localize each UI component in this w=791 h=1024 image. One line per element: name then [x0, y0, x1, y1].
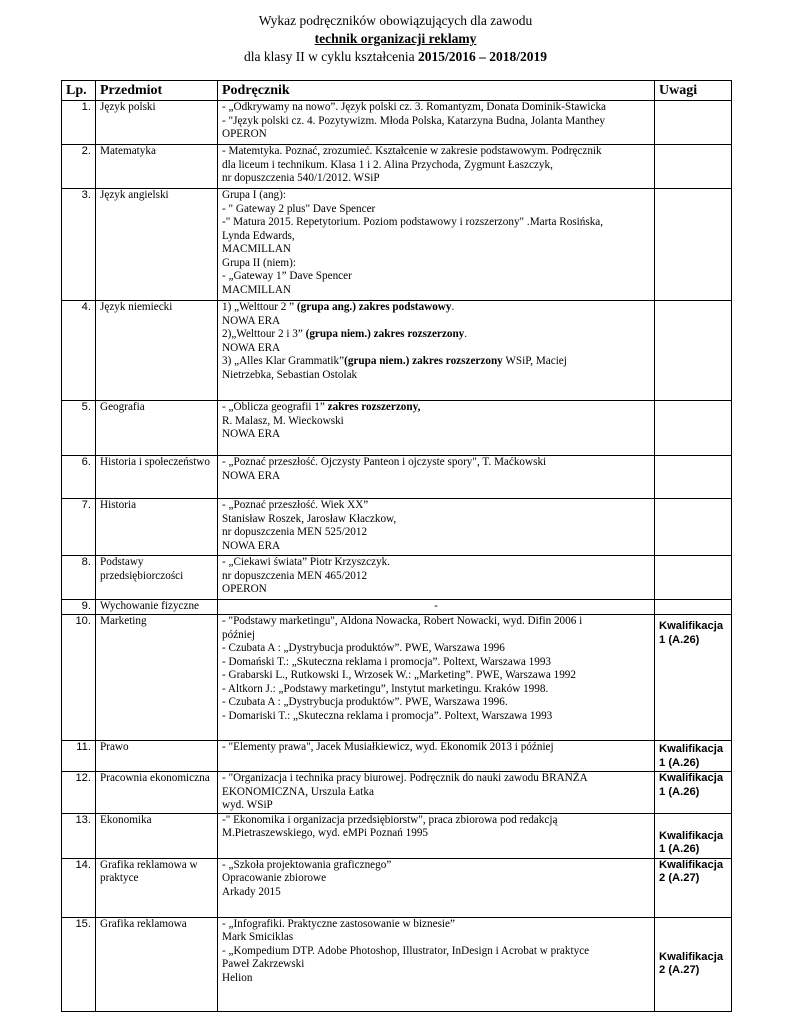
qualification-code: 1 (A.26)	[659, 756, 700, 769]
textbook-publisher: WSiP, Maciej	[502, 355, 567, 367]
row-number: 5.	[62, 401, 96, 456]
textbook-line: Helion	[222, 971, 253, 984]
row-number: 9.	[62, 600, 96, 615]
row-textbooks	[218, 556, 655, 600]
textbook-line: nr dopuszczenia MEN 465/2012	[222, 569, 368, 582]
row-subject: Język polski	[96, 101, 218, 145]
row-subject: Podstawy przedsiębiorczości	[96, 556, 218, 600]
textbook-line: - "Elementy prawa", Jacek Musiałkiewicz, wyd. Ekonomik 2013 i później	[222, 741, 554, 753]
table-row	[62, 456, 732, 499]
header-cycle-years: 2015/2016 – 2018/2019	[417, 49, 547, 64]
row-number: 11.	[62, 741, 96, 772]
qualification-label: Kwalifikacja	[659, 772, 724, 784]
row-number: 14.	[62, 858, 96, 917]
table-row	[62, 401, 732, 456]
col-header-book: Podręcznik	[218, 81, 655, 101]
textbook-punct: .	[451, 301, 455, 313]
textbook-line: - „Ciekawi świata” Piotr Krzyszczyk.	[222, 556, 391, 568]
textbook-line: Opracowanie zbiorowe	[222, 872, 327, 884]
table-row	[62, 615, 732, 741]
qualification-label: Kwalifikacja	[659, 620, 724, 632]
textbook-line: - „Szkoła projektowania graficznego”	[222, 858, 392, 871]
textbook-line: - " Gateway 2 plus" Dave Spencer	[222, 202, 376, 215]
textbook-line: EKONOMICZNA, Urszula Łatka	[222, 785, 374, 798]
qualification-label: Kwalifikacja	[659, 829, 724, 842]
qualification-code: 1 (A.26)	[659, 785, 700, 798]
textbook-line: MACMILLAN	[222, 243, 291, 255]
textbook-line: Grupa I (ang):	[222, 189, 286, 201]
textbook-line: Lynda Edwards,	[222, 229, 295, 242]
row-notes	[655, 556, 732, 600]
row-subject: Historia	[96, 499, 218, 556]
textbook-line: później	[222, 628, 255, 641]
row-notes	[655, 741, 732, 772]
row-number: 15.	[62, 917, 96, 1011]
table-row	[62, 813, 732, 858]
row-subject: Marketing	[96, 615, 218, 741]
row-textbooks	[218, 189, 655, 301]
textbook-line	[222, 328, 650, 342]
textbook-line: - Czubata A : „Dystrybucja produktów”. PWE, Warszawa 1996	[222, 642, 505, 654]
row-notes	[655, 101, 732, 145]
textbook-line: NOWA ERA	[222, 428, 281, 440]
table-row	[62, 741, 732, 772]
textbook-line: -" Ekonomika i organizacja przedsiębiorstw", praca zbiorowa pod redakcją	[222, 813, 558, 826]
row-number: 10.	[62, 615, 96, 741]
textbook-line: - "Język polski cz. 4. Pozytywizm. Młoda Polska, Katarzyna Budna, Jolanta Manthey	[222, 114, 605, 127]
table-row	[62, 145, 732, 189]
textbook-line: nr dopuszczenia MEN 525/2012	[222, 526, 368, 538]
textbook-line: Nietrzebka, Sebastian Ostolak	[222, 368, 358, 381]
textbook-line: wyd. WSiP	[222, 799, 273, 811]
row-textbooks	[218, 145, 655, 189]
row-notes	[655, 813, 732, 858]
textbook-line: NOWA ERA	[222, 539, 281, 552]
row-notes	[655, 145, 732, 189]
textbook-line: - „Poznać przeszłość. Wiek XX”	[222, 499, 369, 511]
row-notes	[655, 772, 732, 814]
col-header-notes: Uwagi	[655, 81, 732, 101]
textbook-line: Mark Smiciklas	[222, 931, 294, 943]
textbook-line: Stanisław Roszek, Jarosław Kłaczkow,	[222, 512, 397, 525]
textbook-title: 3) „Alles Klar Grammatik”	[222, 355, 345, 367]
row-notes	[655, 189, 732, 301]
textbook-title: 2)„Welttour 2 i 3”	[222, 328, 306, 340]
row-subject: Historia i społeczeństwo	[96, 456, 218, 499]
row-subject: Wychowanie fizyczne	[96, 600, 218, 615]
row-textbooks	[218, 101, 655, 145]
textbook-line: - Matemtyka. Poznać, zrozumieć. Kształcenie w zakresie podstawowym. Podręcznik	[222, 145, 602, 157]
row-subject: Matematyka	[96, 145, 218, 189]
row-subject: Język niemiecki	[96, 301, 218, 401]
table-header-row	[62, 81, 732, 101]
textbook-line: M.Pietraszewskiego, wyd. eMPi Poznań 1995	[222, 827, 429, 839]
textbook-line	[222, 301, 650, 315]
row-textbooks	[218, 499, 655, 556]
table-row	[62, 858, 732, 917]
textbook-scope: (grupa ang.) zakres podstawowy	[296, 301, 452, 313]
row-textbooks	[218, 917, 655, 1011]
textbook-line: - Altkorn J.: „Podstawy marketingu”, lnstytut marketingu. Kraków 1998.	[222, 682, 549, 695]
row-notes	[655, 917, 732, 1011]
textbook-title: 1) „Welttour 2 ”	[222, 301, 297, 313]
row-textbooks	[218, 813, 655, 858]
textbook-line: NOWA ERA	[222, 341, 281, 354]
textbook-line: - „Gateway 1” Dave Spencer	[222, 270, 352, 282]
textbook-line: Arkady 2015	[222, 885, 281, 898]
qualification-code: 2 (A.27)	[659, 964, 700, 976]
textbook-scope: zakres rozszerzony,	[327, 401, 421, 413]
row-notes	[655, 600, 732, 615]
table-row	[62, 556, 732, 600]
col-header-subject: Przedmiot	[96, 81, 218, 101]
row-subject: Geografia	[96, 401, 218, 456]
row-textbooks: -	[218, 600, 655, 615]
row-textbooks	[218, 301, 655, 401]
row-textbooks	[218, 772, 655, 814]
table-row	[62, 772, 732, 814]
document-header	[0, 12, 791, 66]
row-subject: Grafika reklamowa w praktyce	[96, 858, 218, 917]
row-notes	[655, 858, 732, 917]
qualification-label: Kwalifikacja	[659, 950, 724, 963]
table-row	[62, 600, 732, 615]
textbook-line: - „Kompedium DTP. Adobe Photoshop, Illustrator, InDesign i Acrobat w praktyce	[222, 944, 590, 957]
textbook-line: NOWA ERA	[222, 314, 281, 327]
textbook-line: OPERON	[222, 583, 267, 595]
textbook-line: - Czubata A : „Dystrybucja produktów”. PWE, Warszawa 1996.	[222, 696, 508, 708]
row-subject: Ekonomika	[96, 813, 218, 858]
qualification-label: Kwalifikacja	[659, 858, 724, 871]
textbook-line: - Domariski T.: „Skuteczna reklama i promocja”. Poltext, Warszawa 1993	[222, 709, 553, 722]
row-number: 12.	[62, 772, 96, 814]
textbook-line: Paweł Zakrzewski	[222, 958, 305, 970]
qualification-code: 2 (A.27)	[659, 872, 700, 884]
header-cycle-prefix: dla klasy II w cyklu kształcenia	[244, 49, 418, 64]
textbook-line: - „Odkrywamy na nowo”. Język polski cz. 3. Romantyzm, Donata Dominik-Stawicka	[222, 101, 607, 113]
textbook-line: NOWA ERA	[222, 469, 281, 482]
row-textbooks	[218, 858, 655, 917]
row-subject: Prawo	[96, 741, 218, 772]
row-notes	[655, 301, 732, 401]
row-textbooks	[218, 741, 655, 772]
row-textbooks	[218, 401, 655, 456]
row-number: 1.	[62, 101, 96, 145]
col-header-lp: Lp.	[62, 81, 96, 101]
qualification-label: Kwalifikacja	[659, 743, 724, 755]
textbook-line: - "Podstawy marketingu", Aldona Nowacka, Robert Nowacki, wyd. Difin 2006 i	[222, 615, 583, 627]
table-row	[62, 917, 732, 1011]
textbook-line: nr dopuszczenia 540/1/2012. WSiP	[222, 172, 380, 184]
row-notes	[655, 456, 732, 499]
qualification-code: 1 (A.26)	[659, 843, 700, 855]
row-notes	[655, 401, 732, 456]
textbook-line: - Domański T.: „Skuteczna reklama i promocja”. Poltext, Warszawa 1993	[222, 655, 552, 668]
row-number: 7.	[62, 499, 96, 556]
qualification-code: 1 (A.26)	[659, 633, 700, 646]
textbook-line: dla liceum i technikum. Klasa 1 i 2. Alina Przychoda, Zygmunt Łaszczyk,	[222, 158, 553, 171]
textbook-line: MACMILLAN	[222, 283, 291, 296]
textbook-table	[61, 80, 732, 1012]
row-number: 13.	[62, 813, 96, 858]
textbook-line: - „Infografiki. Praktyczne zastosowanie w biznesie”	[222, 917, 455, 930]
table-row	[62, 101, 732, 145]
row-number: 3.	[62, 189, 96, 301]
row-notes	[655, 499, 732, 556]
row-number: 6.	[62, 456, 96, 499]
textbook-line	[222, 401, 650, 415]
table-row	[62, 189, 732, 301]
textbook-scope: (grupa niem.) zakres rozszerzony	[344, 355, 503, 367]
row-number: 4.	[62, 301, 96, 401]
row-subject: Język angielski	[96, 189, 218, 301]
textbook-scope: (grupa niem.) zakres rozszerzony	[305, 328, 465, 340]
header-cycle	[0, 48, 791, 66]
textbook-line: -" Matura 2015. Repetytorium. Poziom podstawowy i rozszerzony" .Marta Rosińska,	[222, 216, 604, 228]
row-subject: Grafika reklamowa	[96, 917, 218, 1011]
textbook-title: - „Oblicza geografii 1”	[222, 401, 328, 413]
row-textbooks	[218, 456, 655, 499]
textbook-line: Grupa II (niem):	[222, 256, 296, 269]
textbook-line: - „Poznać przeszłość. Ojczysty Panteon i ojczyste spory", T. Maćkowski	[222, 456, 547, 468]
table-row	[62, 301, 732, 401]
textbook-line	[222, 355, 650, 369]
textbook-line: - "Organizacja i technika pracy biurowej. Podręcznik do nauki zawodu BRANŻA	[222, 772, 588, 784]
textbook-line: - Grabarski L., Rutkowski I., Wrzosek W.: „Marketing”. PWE, Warszawa 1992	[222, 669, 576, 681]
row-textbooks	[218, 615, 655, 741]
row-subject: Pracownia ekonomiczna	[96, 772, 218, 814]
row-number: 8.	[62, 556, 96, 600]
row-number: 2.	[62, 145, 96, 189]
table-row	[62, 499, 732, 556]
textbook-line: R. Malasz, M. Wieckowski	[222, 414, 344, 427]
header-title: Wykaz podręczników obowiązujących dla zawodu	[258, 13, 533, 28]
row-notes	[655, 615, 732, 741]
textbook-punct: .	[464, 328, 468, 340]
header-profession: technik organizacji reklamy	[314, 31, 477, 46]
textbook-line: OPERON	[222, 128, 267, 140]
